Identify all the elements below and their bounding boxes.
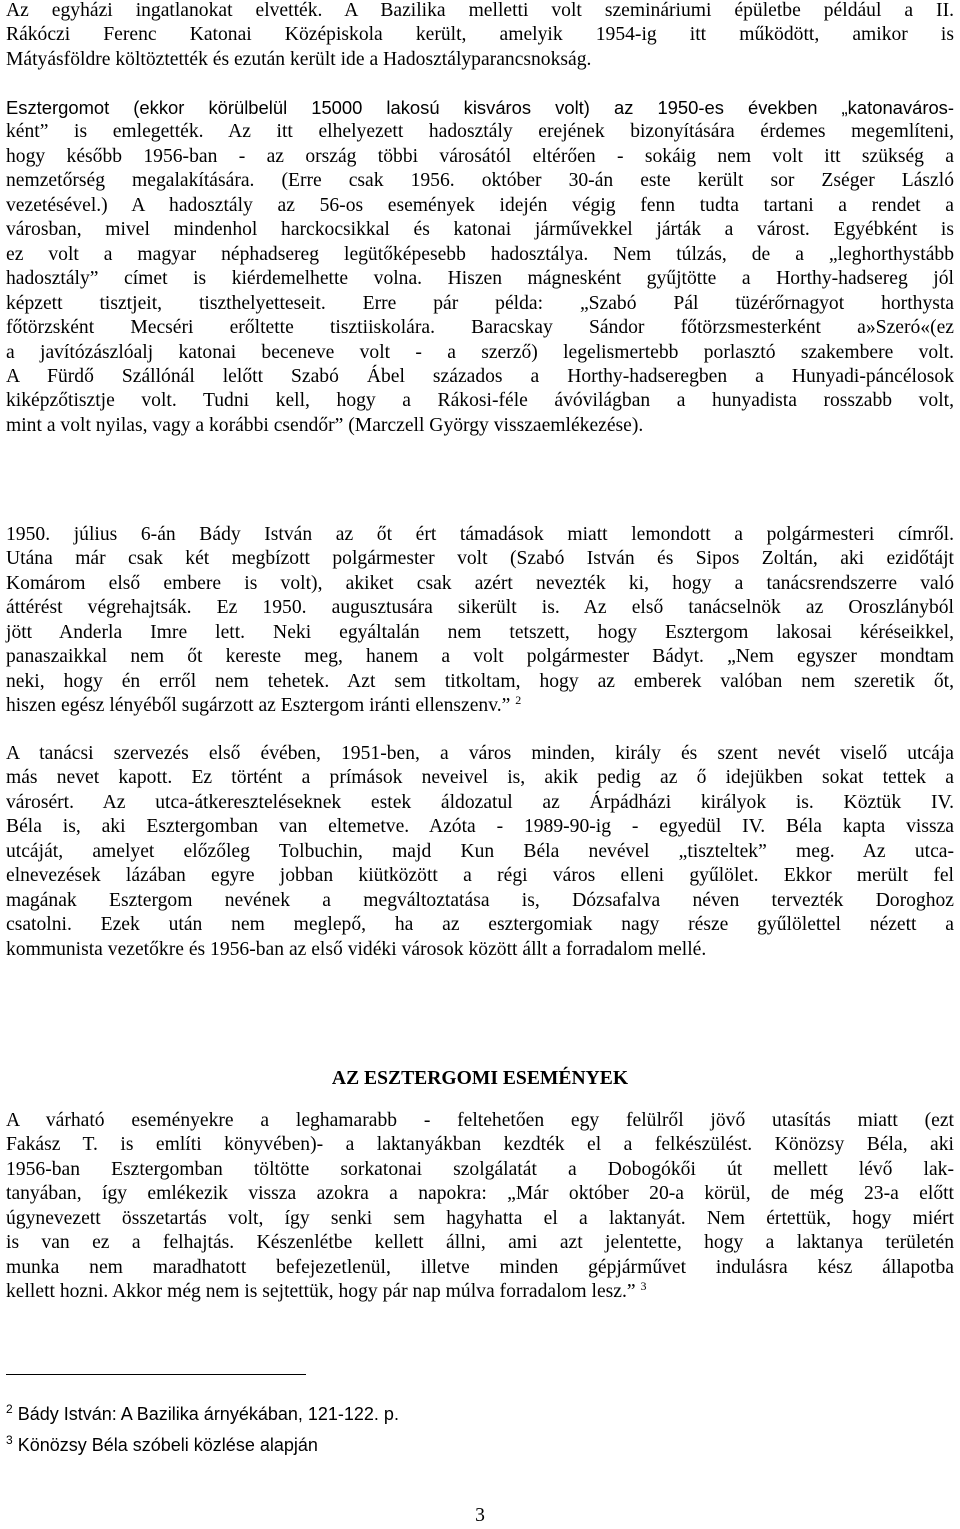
footnote [6, 1435, 318, 1456]
footnote [6, 1404, 399, 1425]
text-line: városért. Az utca-átkereszteléseknek estek áldozatul az Árpádházi királyok is. Köztük IV. [6, 791, 954, 813]
text-line: A Fürdő Szállónál lelőtt Szabó Ábel százados a Horthy-hadseregben a Hunyadi-páncélosok [6, 365, 954, 387]
text-line: kiképzőtisztje volt. Tudni kell, hogy a Rákosi-féle ávóvilágban a hunyadista rosszabb volt, [6, 390, 954, 412]
text-line [6, 1280, 954, 1304]
footnote-text: Bády István: A Bazilika árnyékában, 121-122. p. [17, 1404, 399, 1424]
text-line: kommunista vezetőkre és 1956-ban az első vidéki városok között állt a forradalom mellé. [6, 938, 707, 960]
text-line: ként” is emlegették. Az itt elhelyezett hadosztály erejének bizonyítására érdemes megemlíteni, [6, 121, 954, 143]
paragraph-3 [6, 523, 954, 719]
text-line: Utána már csak két megbízott polgármester volt (Szabó István és Sipos Zoltán, aki ezidőtájt [6, 548, 954, 570]
footnote-ref: 3 [640, 1279, 647, 1294]
text-line: Esztergomot (ekkor körülbelül 15000 lakosú kisváros volt) az 1950-es években „katonaváros- [6, 97, 954, 118]
text-line: csatolni. Ezek után nem meglepő, ha az esztergomiak nagy része gyűlölettel nézett a [6, 914, 954, 936]
text-line: vezetésével.) A hadosztály az 56-os események idején végig fenn tudta tartani a rendet a [6, 194, 954, 216]
text-line: más nevet kapott. Ez történt a prímások neveivel is, akik pedig az ő idejükben sokat tettek a [6, 767, 954, 789]
text-line: képzett tisztjeit, tiszthelyetteseit. Erre pár példa: „Szabó Pál tüzérőrnagyot horthysta [6, 292, 954, 314]
text-line: főtörzsként Mecséri erőltette tisztiiskolára. Baracskay Sándor főtörzsmesterként a»Szeró«(ez [6, 317, 954, 339]
footnote-ref: 2 [515, 693, 522, 708]
text-line: hadosztály” címet is kiérdemelhette volna. Hiszen mágnesként gyűjtötte a Horthy-hadsereg jól [6, 268, 954, 290]
text-line: hogy később 1956-ban - az ország többi városától eltérően - sokáig nem volt itt szükség a [6, 145, 954, 167]
text-line: munka nem maradhatott befejezetlenül, illetve minden gépjárművet indulásra kész állapotba [6, 1256, 954, 1278]
paragraph-1 [6, 0, 954, 72]
paragraph-4 [6, 742, 954, 962]
text-line: jött Anderla Imre lett. Neki egyáltalán nem tetszett, hogy Esztergom lakosai kéréseikkel, [6, 621, 954, 643]
footnote-text: Könözsy Béla szóbeli közlése alapján [17, 1435, 318, 1455]
text-line: Fakász T. is említi könyvében)- a laktanyákban kezdték el a felkészülést. Könözsy Béla, aki [6, 1134, 954, 1156]
text-line: elnevezések lázában egyre jobban kiütközött a régi város elleni gyűlölet. Ekkor merült fel [6, 865, 954, 887]
footnote-number: 3 [6, 1433, 13, 1447]
line-text: kellett hozni. Akkor még nem is sejtettük, hogy pár nap múlva forradalom lesz.” [6, 1281, 636, 1303]
text-line: A tanácsi szervezés első évében, 1951-ben, a város minden, király és szent nevét viselő utcája [6, 743, 954, 764]
text-line: magának Esztergom nevének a megváltoztatása is, Dózsafalva néven tervezték Doroghoz [6, 889, 954, 911]
text-line: Mátyásföldre költöztették és ezután került ide a Hadosztályparancsnokság. [6, 48, 592, 70]
text-line: 1950. július 6-án Bády István az őt ért támadások miatt lemondott a polgármesteri címről. [6, 524, 954, 545]
footnote-separator [6, 1374, 306, 1375]
text-line: panaszaikkal nem őt kereste meg, hanem a volt polgármester Bádyt. „Nem egyszer mondtam [6, 646, 954, 668]
text-line: városban, mivel mindenhol harckocsikkal és katonai járművekkel járták a várost. Egyébként is [6, 219, 954, 241]
text-line: utcáját, amelyet előzőleg Tolbuchin, majd Kun Béla nevével „tiszteltek” meg. Az utca- [6, 840, 954, 862]
text-line: ez volt a magyar néphadsereg legütőképesebb hadosztálya. Nem túlzás, de a „leghorthystább [6, 243, 954, 265]
text-line: nemzetőrség megalakítására. (Erre csak 1956. október 30-án este került sor Zséger László [6, 170, 954, 192]
text-line: Béla is, aki Esztergomban van eltemetve. Azóta - 1989-90-ig - egyedül IV. Béla kapta vissza [6, 816, 954, 838]
footnote-number: 2 [6, 1402, 13, 1416]
text-line: mint a volt nyilas, vagy a korábbi csendőr” (Marczell György visszaemlékezése). [6, 414, 644, 436]
text-line: is van ez a felhajtás. Készenlétbe kellett állni, ami azt jelentette, hogy a laktanya területén [6, 1232, 954, 1254]
text-line: 1956-ban Esztergomban töltötte sorkatonai szolgálatát a Dobogókői út mellett lévő lak- [6, 1158, 954, 1180]
text-line: A várható eseményekre a leghamarabb - feltehetően egy felülről jövő utasítás miatt (ezt [6, 1110, 954, 1131]
text-line: úgynevezett összetartás volt, így senki sem hagyhatta el a laktanyát. Nem értettük, hogy miért [6, 1207, 954, 1229]
text-line: a javítózászlóalj katonai beceneve volt - a szerző) legelismertebb porlasztó szakembere volt. [6, 341, 954, 363]
line-text: hiszen egész lényéből sugárzott az Esztergom iránti ellenszenv.” [6, 695, 511, 717]
text-line: áttérést végrehajtsák. Ez 1950. augusztusára sikerült is. Az első tanácselnök az Oroszlányból [6, 597, 954, 619]
text-line [6, 694, 954, 718]
section-paragraph [6, 1109, 954, 1305]
text-line: Komárom első embere is volt), akiket csak azért nevezték ki, hogy a tanácsrendszerre való [6, 572, 954, 594]
page-number: 3 [475, 1505, 485, 1526]
section-heading: AZ ESZTERGOMI ESEMÉNYEK [331, 1068, 629, 1089]
text-line: neki, hogy én erről nem tehetek. Azt sem titkoltam, hogy az emberek valóban nem szeretik őt, [6, 670, 954, 692]
text-line: tanyában, így emlékezik vissza azokra a napokra: „Már október 20-a körül, de még 23-a előtt [6, 1183, 954, 1205]
text-line: Az egyházi ingatlanokat elvették. A Bazilika melletti volt szemináriumi épületbe például a II. [6, 0, 954, 21]
paragraph-2 [6, 96, 954, 438]
text-line: Rákóczi Ferenc Katonai Középiskola került, amelyik 1954-ig itt működött, amikor is [6, 24, 954, 46]
